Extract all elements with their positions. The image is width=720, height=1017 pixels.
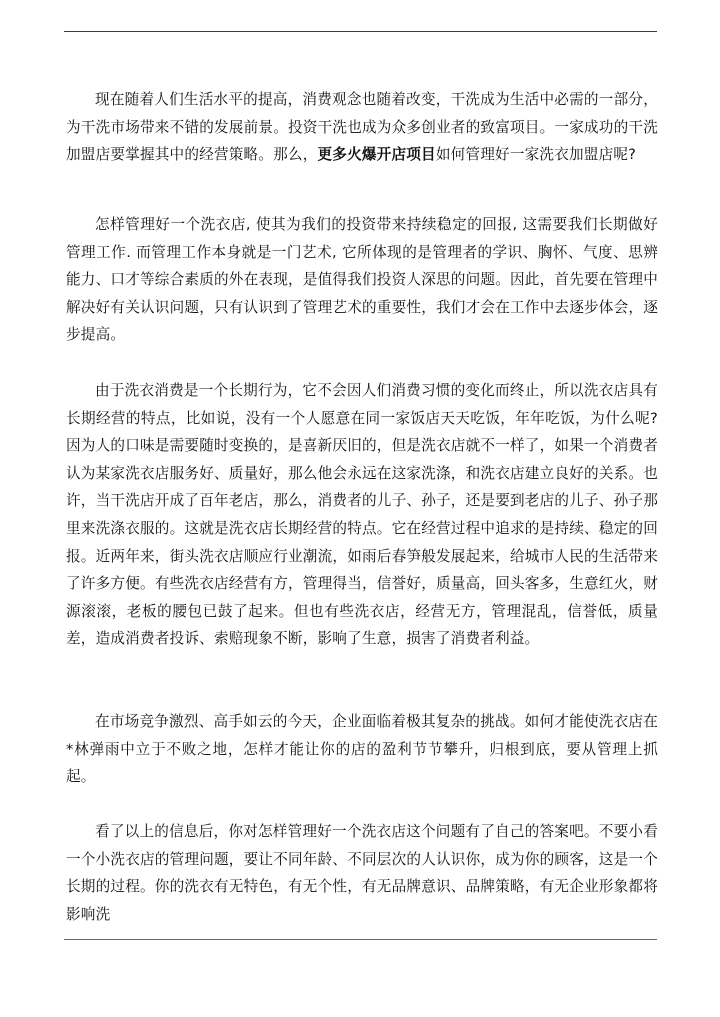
paragraph-5: [66, 818, 658, 928]
paragraph-3: [66, 377, 658, 653]
paragraph-1-text-end: 如何管理好一家洗衣加盟店呢?: [435, 146, 637, 164]
paragraph-4: [66, 708, 658, 791]
paragraph-4-text: 在市场竞争激烈、高手如云的今天，企业面临着极其复杂的挑战。如何才能使洗衣店在*林弹雨中立于不败之地，怎样才能让你的店的盈利节节攀升，归根到底，要从管理上抓起。: [66, 713, 658, 786]
paragraph-1: [66, 86, 658, 169]
header-rule: [64, 31, 657, 32]
paragraph-2-text: 怎样管理好一个洗衣店, 使其为我们的投资带来持续稳定的回报, 这需要我们长期做好管理工作. 而管理工作本身就是一门艺术, 它所体现的是管理者的学识、胸怀、气度、思辨能力、口才等综合素质的外在表现，是值得我们投资人深思的问题。因此，首先要在管理中解决好有关认识问题，只有认识到了管理艺术的重要性，我们才会在工作中去逐步体会，逐步提高。: [66, 216, 658, 344]
paragraph-2: [66, 211, 658, 349]
paragraph-5-text: 看了以上的信息后，你对怎样管理好一个洗衣店这个问题有了自己的答案吧。不要小看一个小洗衣店的管理问题，要让不同年龄、不同层次的人认识你，成为你的顾客，这是一个长期的过程。你的洗衣有无特色，有无个性，有无品牌意识、品牌策略，有无企业形象都将影响洗: [66, 823, 658, 923]
paragraph-3-text: 由于洗衣消费是一个长期行为，它不会因人们消费习惯的变化而终止，所以洗衣店具有长期经营的特点，比如说，没有一个人愿意在同一家饭店天天吃饭，年年吃饭，为什么呢?因为人的口味是需要随时变换的，是喜新厌旧的，但是洗衣店就不一样了，如果一个消费者认为某家洗衣店服务好、质量好，那么他会永远在这家洗涤，和洗衣店建立良好的关系。也许，当干洗店开成了百年老店，那么，消费者的儿子、孙子，还是要到老店的儿子、孙子那里来洗涤衣服的。这就是洗衣店长期经营的特点。它在经营过程中追求的是持续、稳定的回报。近两年来，街头洗衣店顺应行业潮流，如雨后春笋般发展起来，给城市人民的生活带来了许多方便。有些洗衣店经营有方，管理得当，信誉好，质量高，回头客多，生意红火，财源滚滚，老板的腰包已鼓了起来。但也有些洗衣店，经营无方，管理混乱，信誉低，质量差，造成消费者投诉、索赔现象不断，影响了生意，损害了消费者利益。: [66, 382, 658, 648]
more-projects-link[interactable]: 更多火爆开店项目: [317, 146, 436, 164]
paragraph-1-text: 现在随着人们生活水平的提高，消费观念也随着改变，干洗成为生活中必需的一部分，为干洗市场带来不错的发展前景。投资干洗也成为众多创业者的致富项目。一家成功的干洗加盟店要掌握其中的经营策略。那么，: [66, 91, 658, 164]
footer-rule: [64, 939, 657, 940]
